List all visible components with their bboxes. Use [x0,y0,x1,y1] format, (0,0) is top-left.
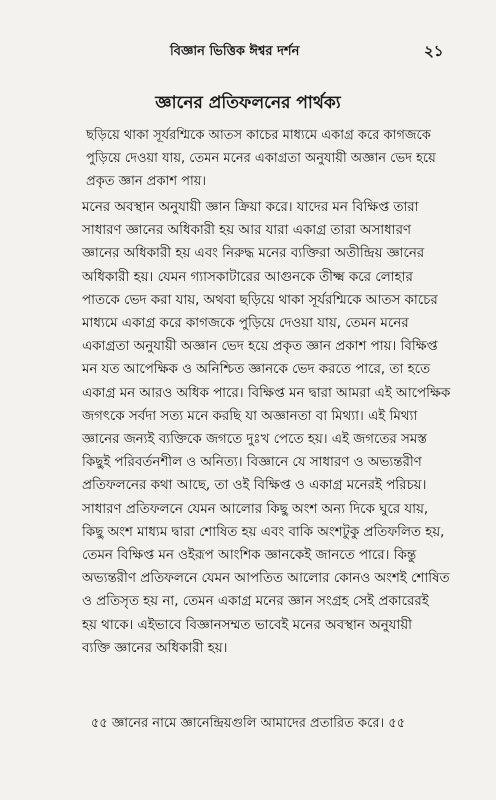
body-line: মন যত আপেক্ষিক ও অনিশ্চিত জ্ঞানকে ভেদ করতে পারে, তা হতে [82,362,431,378]
body-line: মাধ্যমে একাগ্র করে কাগজকে পুড়িয়ে দেওয়া যায়, তেমন মনের [82,316,409,332]
body-line: প্রতিফলনের কথা আছে, তা ওই বিক্ষিপ্ত ও একাগ্র মনেরই পরিচয়। [82,478,427,494]
body-line: জগৎকে সর্বদা সত্য মনে করছি যা অজ্ঞানতা বা মিথ্যা। এই মিথ্যা [82,408,418,424]
body-line: অভ্যন্তরীণ প্রতিফলনে যেমন আপতিত আলোর কোনও অংশই শোষিত [82,571,450,587]
body-line: কিছু অংশ মাধ্যম দ্বারা শোষিত হয় এবং বাকি অংশটুকু প্রতিফলিত হয়, [82,524,445,540]
section-heading: জ্ঞানের প্রতিফলনের পার্থক্য [155,93,341,113]
summary-line: ছড়িয়ে থাকা সূর্যরশ্মিকে আতস কাচের মাধ্যমে একাগ্র করে কাগজকে [86,128,431,143]
body-line: জ্ঞানের অধিকারী হয় এবং নিরুদ্ধ মনের ব্যক্তিরা অতীন্দ্রিয় জ্ঞানের [82,246,425,262]
summary-line: প্রকৃত জ্ঞান প্রকাশ পায়। [86,174,207,189]
body-line: অধিকারী হয়। যেমন গ্যাসকাটারের আগুনকে তীক্ষ্ম করে লোহার [82,269,413,285]
summary-line: পুড়িয়ে দেওয়া যায়, তেমন মনের একাগ্রতা অনুযায়ী অজ্ঞান ভেদ হয়ে [86,151,436,166]
body-line: ব্যক্তি জ্ঞানের অধিকারী হয়। [82,640,228,656]
body-paragraph [82,196,476,660]
body-line: ও প্রতিসৃত হয় না, তেমন একাগ্র মনের জ্ঞান সংগ্রহ সেই প্রকারেরই [82,594,429,610]
footer-quote: ৫৫ জ্ঞানের নামে জ্ঞানেন্দ্রিয়গুলি আমাদের প্রতারিত করে। ৫৫ [90,716,406,731]
page-number: ২১ [424,42,444,60]
body-line: সাধারণ প্রতিফলনে যেমন আলোর কিছু অংশ অন্য দিকে ঘুরে যায়, [82,501,429,517]
body-line: তেমন বিক্ষিপ্ত মন ওইরূপ আংশিক জ্ঞানকেই জানতে পারে। কিন্তু [82,548,417,564]
running-title: বিজ্ঞান ভিত্তিক ঈশ্বর দর্শন [170,44,300,59]
body-line: সাধারণ জ্ঞানের অধিকারী হয় আর যারা একাগ্র তারা অসাধারণ [82,223,412,239]
running-header [0,36,496,60]
body-line: একাগ্র মন আরও অধিক পারে। বিক্ষিপ্ত মন দ্বারা আমরা এই আপেক্ষিক [82,385,451,401]
body-line: মনের অবস্থান অনুযায়ী জ্ঞান ক্রিয়া করে। যাদের মন বিক্ষিপ্ত তারা [82,200,419,215]
body-line: কিছুই পরিবর্তনশীল ও অনিত্য। বিজ্ঞানে যে সাধারণ ও অভ্যন্তরীণ [82,455,422,471]
summary-callout [86,124,470,193]
body-line: হয় থাকে। এইভাবে বিজ্ঞানসম্মত ভাবেই মনের অবস্থান অনুযায়ী [82,617,412,633]
body-line: জ্ঞানের জন্যই ব্যক্তিকে জগতে দুঃখ পেতে হয়। এই জগতের সমস্ত [82,432,427,448]
body-line: একাগ্রতা অনুযায়ী অজ্ঞান ভেদ হয়ে প্রকৃত জ্ঞান প্রকাশ পায়। বিক্ষিপ্ত [82,339,438,355]
body-line: পাতকে ভেদ করা যায়, অথবা ছড়িয়ে থাকা সূর্যরশ্মিকে আতস কাচের [82,292,438,308]
